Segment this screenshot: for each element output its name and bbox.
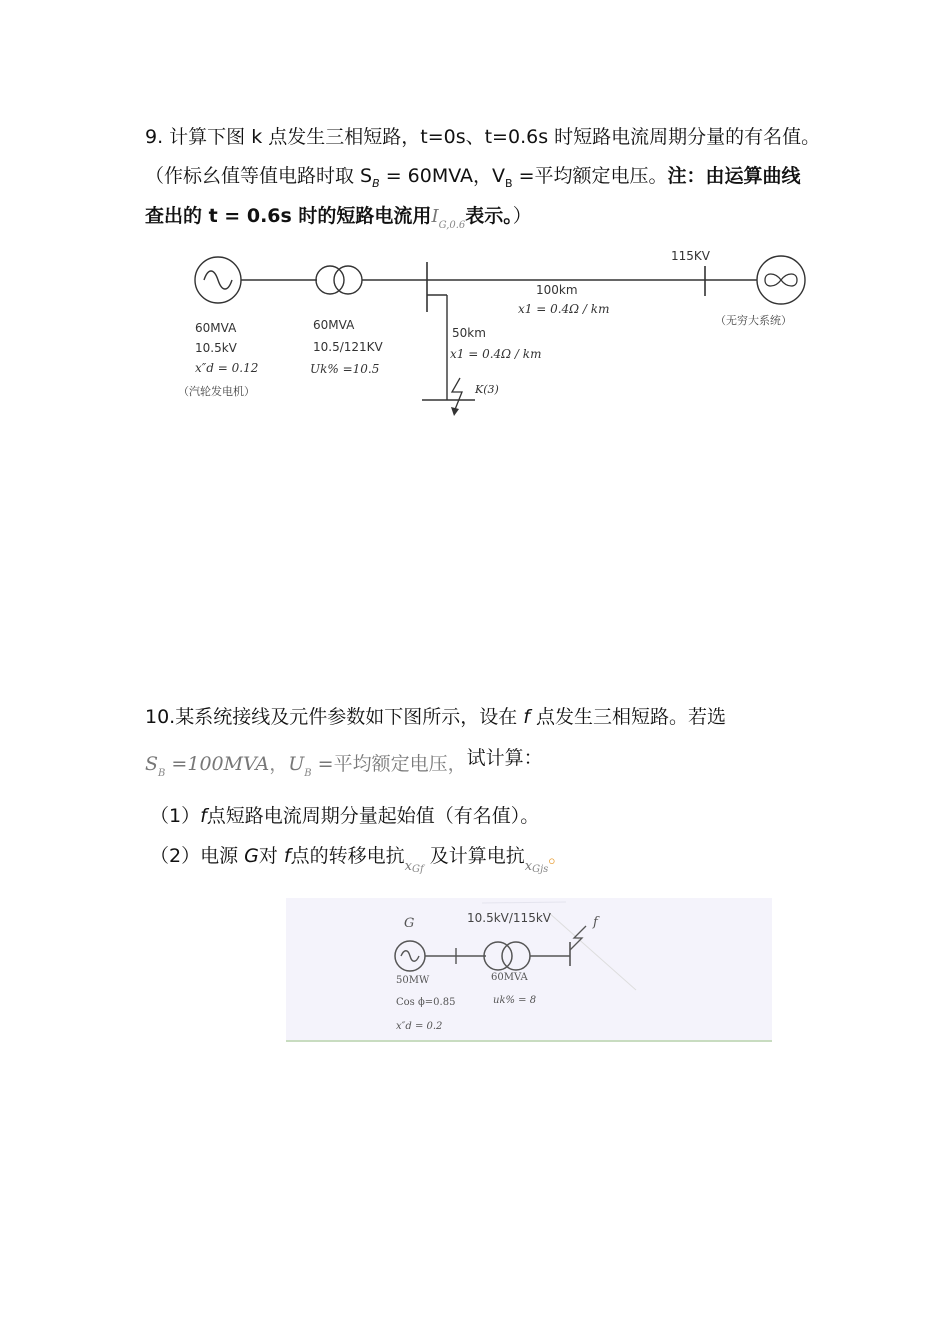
tr-coil-1	[484, 942, 512, 970]
gen-caption: （汽轮发电机）	[178, 385, 255, 398]
gen-rating: 60MVA	[195, 321, 237, 335]
gen-xd: x″d = 0.12	[195, 361, 259, 375]
q9-ig-symbol: I	[431, 206, 439, 227]
q10-line2	[145, 744, 543, 788]
q10-xgjs-sub: Gjs	[532, 864, 549, 875]
q10-sb-sub: B	[158, 768, 166, 779]
fault-label: K(3)	[475, 383, 499, 396]
q10-ub-val: =平均额定电压	[311, 753, 448, 775]
q9-line3-bold-post: 表示。	[465, 205, 513, 227]
q10-item1	[150, 802, 539, 830]
q10-item2-mid2: 点的转移电抗	[290, 845, 405, 867]
line100-length: 100km	[536, 283, 578, 297]
q10-line1	[145, 703, 726, 731]
gen-pf: Cos ϕ=0.85	[396, 997, 456, 1008]
line50-length: 50km	[452, 326, 486, 340]
g-label: G	[404, 916, 415, 931]
q9-sb-sub: B	[372, 177, 380, 190]
q10-xgf: x	[404, 859, 412, 874]
q10-sep: ，	[269, 753, 289, 775]
q9-line2-post: =平均额定电压。	[512, 165, 668, 187]
q10-item1-pre: （1）	[150, 805, 201, 827]
q10-item2-f: f	[283, 845, 291, 867]
q10-item2-mid: 对	[258, 845, 284, 867]
q10-sb-val: =100MVA	[165, 753, 270, 775]
q10-item2-g: G	[244, 845, 259, 867]
q10-xgf-sub: Gf	[411, 864, 424, 875]
q10-line2-tail: 试计算：	[466, 747, 543, 769]
q10-ub: U	[288, 753, 305, 775]
line50-reactance: x1 = 0.4Ω / km	[450, 347, 542, 361]
q10-item1-f: f	[200, 805, 207, 827]
q10-f: f	[523, 706, 530, 728]
infinity-icon	[765, 274, 797, 286]
q10-ub-sub: B	[304, 768, 312, 779]
line100-reactance: x1 = 0.4Ω / km	[518, 302, 610, 316]
f-label: f	[593, 915, 598, 930]
fault-arrow-icon	[452, 378, 462, 412]
q9-line2-note: 注：由运算曲线	[667, 165, 801, 187]
q9-line2-pre: （作标幺值等值电路时取 S	[145, 165, 373, 187]
generator-sine-icon	[204, 271, 232, 289]
q10-item1-post: 点短路电流周期分量起始值（有名值）。	[206, 805, 540, 827]
tr-rating: 60MVA	[313, 318, 355, 332]
transformer-coil-1	[316, 266, 344, 294]
q10-item2	[150, 842, 567, 884]
fault-arrow-icon	[570, 926, 586, 950]
q10-sep2: ，	[447, 753, 467, 775]
inf-caption: （无穷大系统）	[715, 314, 792, 327]
q9-line3	[145, 202, 532, 240]
tr-uk: Uk% =10.5	[310, 362, 380, 376]
transformer-coil-2	[334, 266, 362, 294]
bus-voltage: 115KV	[671, 249, 710, 263]
tr-coil-2	[502, 942, 530, 970]
gen-voltage: 10.5kV	[195, 341, 237, 355]
q10-item2-end: 。	[548, 845, 568, 867]
q9-circuit-diagram	[160, 240, 820, 425]
tr-ratio: 10.5/121KV	[313, 340, 383, 354]
tr-uk-2: uk% = 8	[493, 995, 537, 1006]
gen-xd-2: x″d = 0.2	[396, 1021, 443, 1032]
q9-ig-sub: G,0.6	[438, 220, 466, 231]
q9-line1	[145, 123, 820, 151]
q10-diagram-frame	[286, 898, 772, 1042]
q9-line2-mid: = 60MVA，V	[379, 165, 506, 187]
gen-sine-icon	[401, 951, 419, 962]
q10-line1-pre: 10.某系统接线及元件参数如下图所示，设在	[145, 706, 524, 728]
tr-label: 10.5kV/115kV	[467, 911, 551, 925]
q9-vb-sub: B	[505, 177, 513, 190]
q10-xgjs: x	[524, 859, 533, 874]
q9-line3-tail: ）	[512, 205, 532, 227]
gen-rating-2: 50MW	[396, 975, 430, 986]
q10-item2-pre: （2）电源	[150, 845, 245, 867]
q9-line1-text: 9. 计算下图 k 点发生三相短路，t=0s、t=0.6s 时短路电流周期分量的有名值。	[145, 126, 821, 148]
q10-item2-mid3: 及计算电抗	[423, 845, 525, 867]
q10-sb: S	[145, 753, 159, 775]
q10-circuit-diagram	[286, 898, 772, 1040]
q9-line3-bold-pre: 查出的 t = 0.6s 时的短路电流用	[145, 205, 432, 227]
tr-rating-2: 60MVA	[491, 972, 528, 983]
q10-line1-post: 点发生三相短路。若选	[529, 706, 727, 728]
q9-line2	[145, 162, 801, 198]
